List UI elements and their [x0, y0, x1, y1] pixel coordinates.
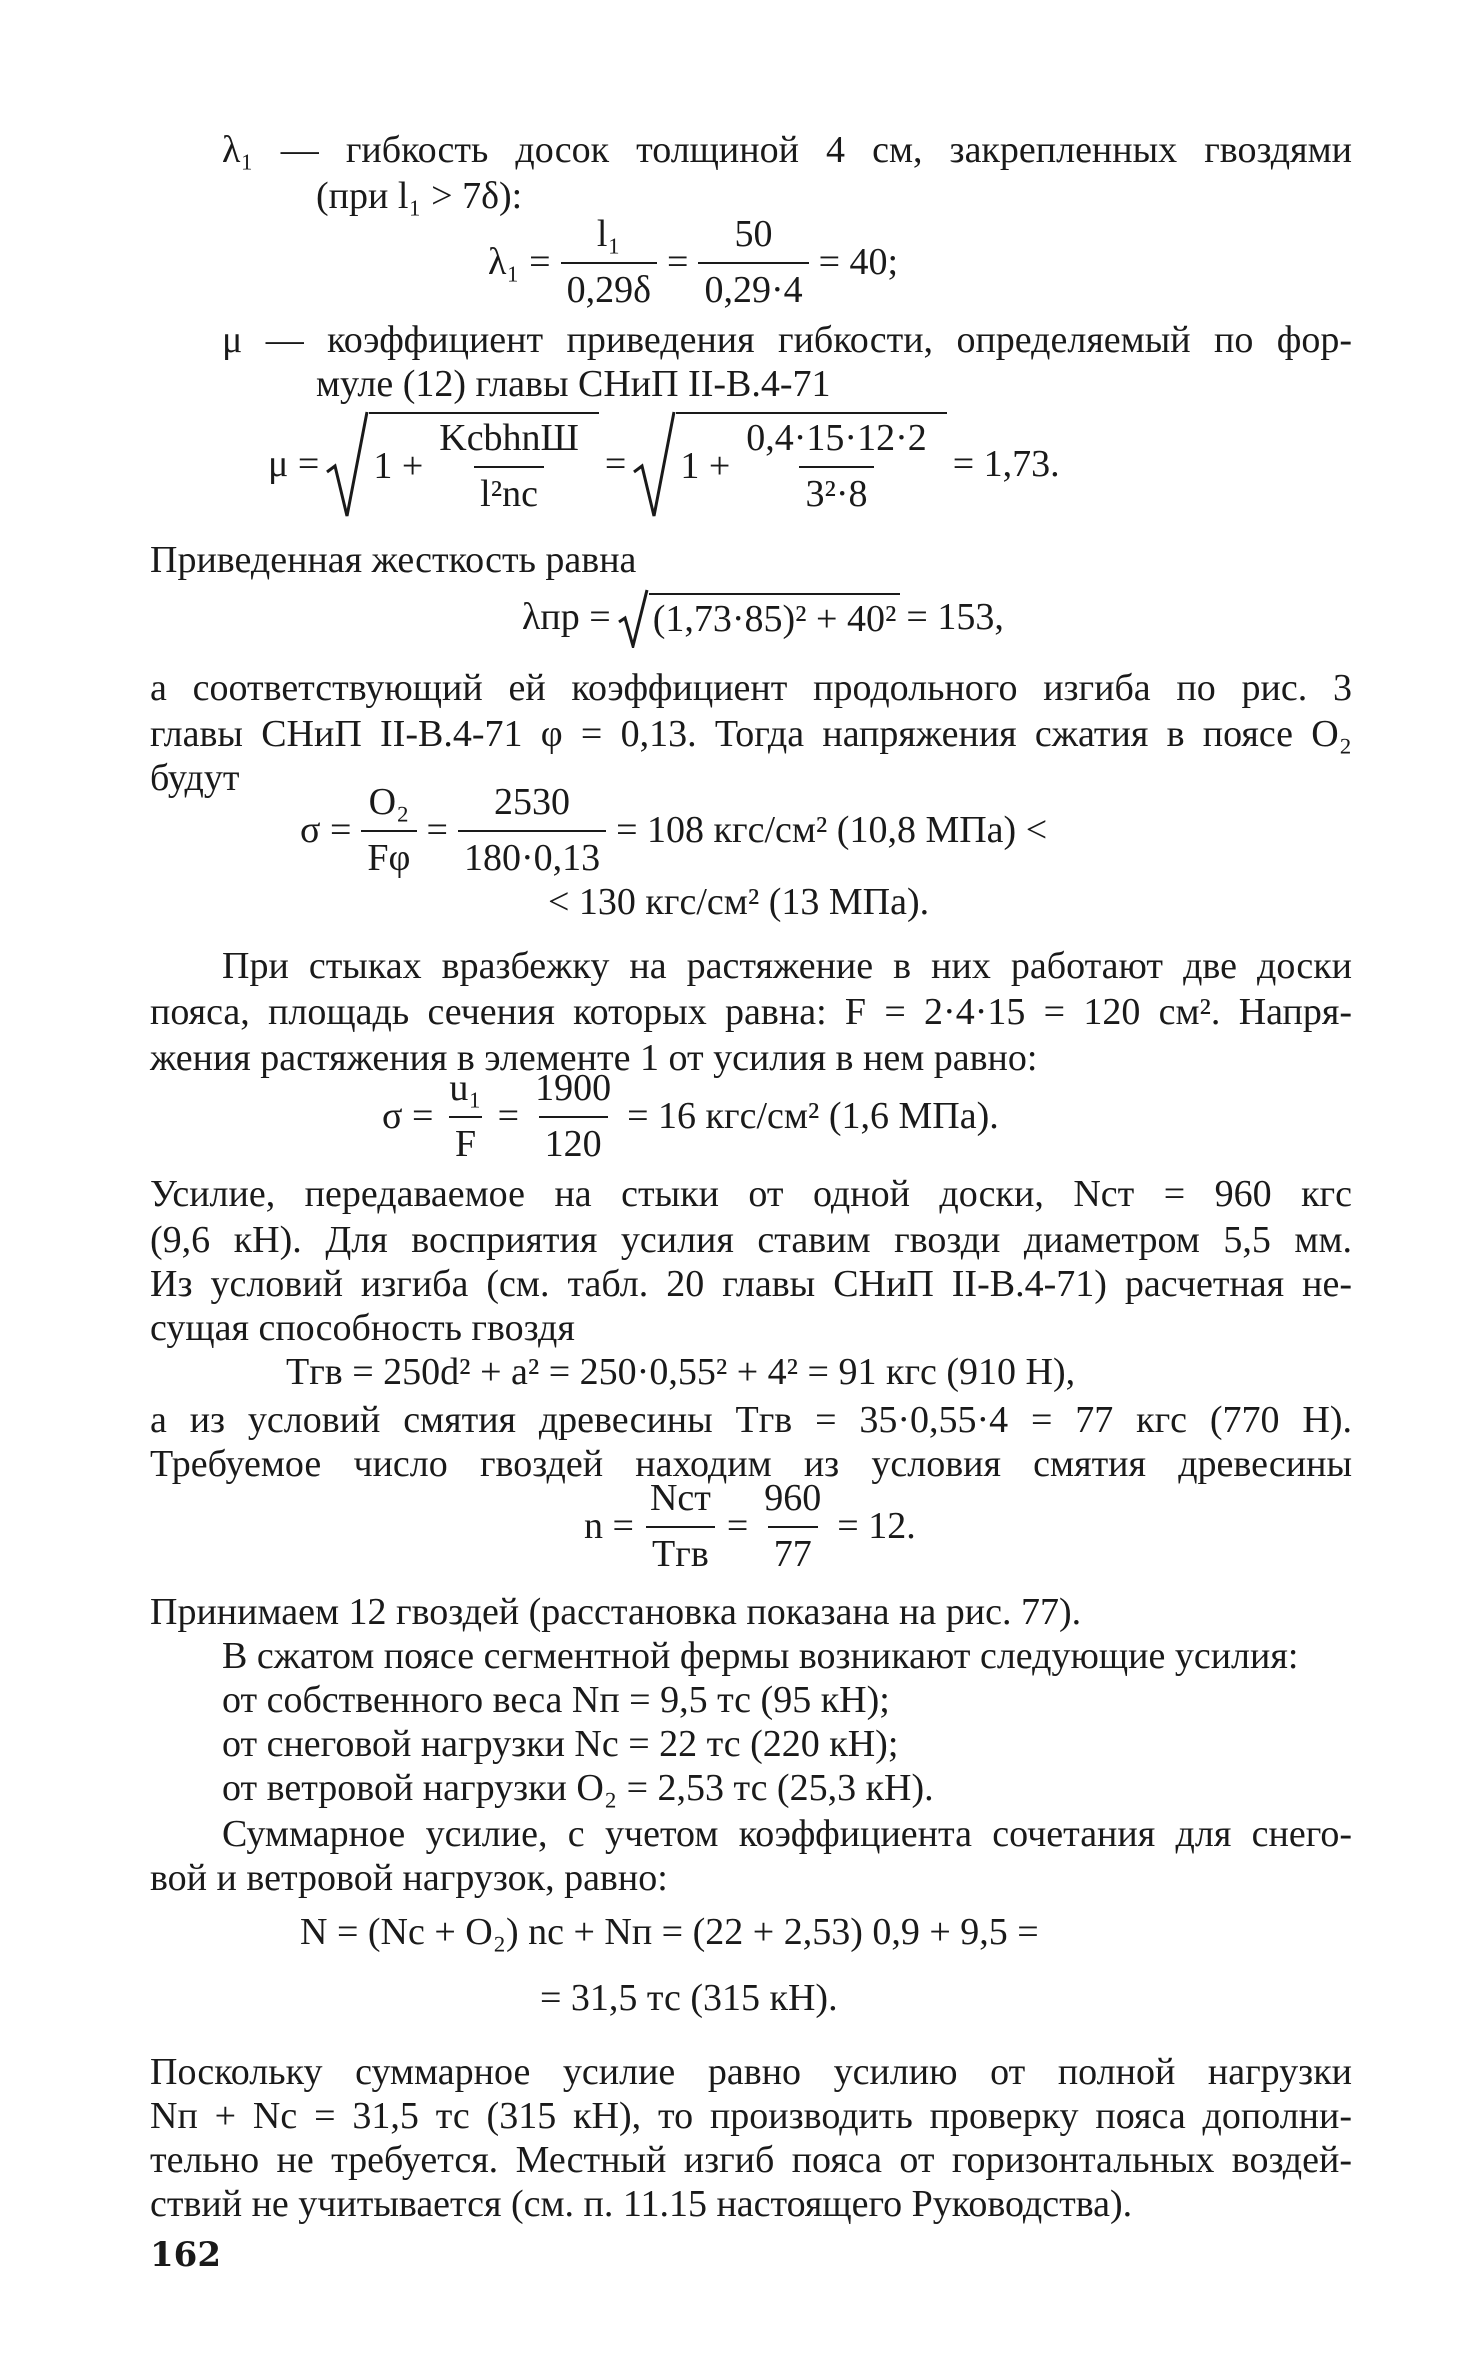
paragraph-segment-line4: от ветровой нагрузки O₂ = 2,53 тс (25,3 кН). — [222, 1767, 934, 1809]
radical: (1,73·85)² + 40² — [617, 588, 901, 648]
fraction: $\frac{2530}{180\cdot 0,13}$ — [458, 780, 606, 881]
paragraph-coef-line2: главы СНиП II-В.4-71 φ = 0,13. Тогда напряжения сжатия в поясе O₂ — [150, 713, 1352, 755]
mu-definition-line1: μ — коэффициент приведения гибкости, определяемый по фор- — [222, 319, 1352, 361]
paragraph-segment-line3: от снеговой нагрузки Nс = 22 тс (220 кН); — [222, 1723, 899, 1765]
paragraph-joints-line1: При стыках вразбежку на растяжение в них работают две доски — [222, 945, 1352, 987]
paragraph-final-line3: тельно не требуется. Местный изгиб пояса от горизонтальных воздей- — [150, 2139, 1352, 2181]
eq-lhs: λпр = — [522, 596, 611, 639]
paragraph-final-line4: ствий не учитывается (см. п. 11.15 настоящего Руководства). — [150, 2183, 1133, 2225]
fraction: $\frac{960}{77}$ — [758, 1476, 827, 1577]
eq-lhs: λ₁ = — [488, 240, 551, 283]
paragraph-crush-line1: а из условий смятия древесины Tгв = 35·0,55·4 = 77 кгс (770 Н). — [150, 1399, 1352, 1441]
radical: 1 + $\frac{0,4\cdot 15\cdot 12\cdot 2}{\text{3²·8}}$ — [632, 410, 946, 520]
equation-sigma-compression-line2: < 130 кгс/см² (13 МПа). — [548, 881, 930, 923]
lambda1-definition-line2: (при l₁ > 7δ): — [316, 175, 523, 217]
paragraph-force-line3: Из условий изгиба (см. табл. 20 главы СНиП II-В.4-71) расчетная не- — [150, 1263, 1352, 1305]
equation-sigma-compression: σ = $\frac{\text{O₂}}{F\varphi}$ = $\frac{2530}{180\cdot 0,13}$ = 108 кгс/см² (10,8 МПа) < — [300, 780, 1047, 881]
paragraph-coef-line1: а соответствующий ей коэффициент продольного изгиба по рис. 3 — [150, 667, 1352, 709]
eq-rhs: = 40; — [818, 240, 899, 283]
eq-rhs: = 153, — [906, 596, 1004, 639]
fraction: $\frac{50}{0,29\cdot 4}$ — [698, 212, 808, 313]
mu-definition-line2: муле (12) главы СНиП II-В.4-71 — [316, 363, 831, 405]
fraction: $\frac{\text{O₂}}{F\varphi}$ — [361, 780, 416, 881]
paragraph-reduced-stiffness: Приведенная жесткость равна — [150, 539, 637, 581]
radical-sign-icon — [325, 410, 369, 520]
radical-sign-icon — [617, 588, 649, 648]
paragraph-segment-line1: В сжатом поясе сегментной фермы возникают следующие усилия: — [222, 1635, 1299, 1677]
page-number: 162 — [150, 2235, 221, 2275]
equation-sigma-tension: σ = $\frac{\text{u₁}}{F}$ = $\frac{1900}{120}$ = 16 кгс/см² (1,6 МПа). — [382, 1066, 999, 1167]
lambda1-definition-line1: λ₁ — гибкость досок толщиной 4 см, закрепленных гвоздями — [222, 129, 1352, 171]
paragraph-segment-line2: от собственного веса Nп = 9,5 тс (95 кН); — [222, 1679, 890, 1721]
fraction: $\frac{\text{l₁}}{0,29\delta}$ — [561, 212, 657, 313]
fraction: $\frac{1900}{120}$ — [529, 1066, 617, 1167]
fraction: $\frac{\text{Nст}}{\text{Tгв}}$ — [644, 1476, 717, 1577]
eq-rhs: = 16 кгс/см² (1,6 МПа). — [627, 1094, 999, 1137]
paragraph-final-line2: Nп + Nс = 31,5 тс (315 кН), то производить проверку пояса дополни- — [150, 2095, 1352, 2137]
eq-rhs: = 12. — [837, 1504, 916, 1547]
paragraph-crush-line2: Требуемое число гвоздей находим из условия смятия древесины — [150, 1443, 1352, 1485]
eq-lhs: σ = — [300, 808, 352, 851]
paragraph-force-line1: Усилие, передаваемое на стыки от одной доски, Nст = 960 кгс — [150, 1173, 1352, 1215]
paragraph-joints-line2: пояса, площадь сечения которых равна: F = 2·4·15 = 120 см². Напря- — [150, 991, 1352, 1033]
eq-rhs: = 108 кгс/см² (10,8 МПа) < — [616, 808, 1048, 851]
equation-lambda-pr — [522, 588, 1004, 648]
paragraph-final-line1: Поскольку суммарное усилие равно усилию от полной нагрузки — [150, 2051, 1352, 2093]
eq-rhs: = 1,73. — [952, 443, 1060, 486]
eq-lhs: n = — [584, 1504, 634, 1547]
eq-lhs: μ = — [268, 443, 320, 486]
equation-nail-count: n = $\frac{\text{Nст}}{\text{Tгв}}$ = $\frac{960}{77}$ = 12. — [584, 1476, 916, 1577]
radical-sign-icon — [632, 410, 676, 520]
paragraph-coef-line3: будут — [150, 757, 240, 799]
equation-total-force-line1: N = (Nс + O₂) nс + Nп = (22 + 2,53) 0,9 + 9,5 = — [300, 1911, 1039, 1953]
paragraph-accept: Принимаем 12 гвоздей (расстановка показана на рис. 77). — [150, 1591, 1082, 1633]
paragraph-joints-line3: жения растяжения в элементе 1 от усилия в нем равно: — [150, 1037, 1038, 1079]
equation-total-force-line2: = 31,5 тс (315 кН). — [540, 1977, 838, 2019]
equation-lambda1: λ₁ = $\frac{\text{l₁}}{0,29\delta}$ = $\frac{50}{0,29\cdot 4}$ = 40; — [488, 212, 898, 313]
paragraph-force-line2: (9,6 кН). Для восприятия усилия ставим гвозди диаметром 5,5 мм. — [150, 1219, 1352, 1261]
fraction: $\frac{\text{u₁}}{F}$ — [443, 1066, 487, 1167]
paragraph-force-line4: сущая способность гвоздя — [150, 1307, 575, 1349]
radical: 1 + $\frac{\text{KcbhnШ}}{\text{l²nс}}$ — [325, 410, 599, 520]
eq-lhs: σ = — [382, 1094, 434, 1137]
equation-nail-capacity: Tгв = 250d² + a² = 250·0,55² + 4² = 91 кгс (910 Н), — [286, 1351, 1076, 1393]
paragraph-total-line2: вой и ветровой нагрузок, равно: — [150, 1857, 668, 1899]
paragraph-total-line1: Суммарное усилие, с учетом коэффициента сочетания для снего- — [222, 1813, 1352, 1855]
equation-mu: μ = 1 + $\frac{\text{KcbhnШ}}{\text{l²nс}}$ = 1 + $\frac{0,4\cdot 15\cdot 12\cdot 2}{\text{3²·8}}$ = 1,73. — [268, 410, 1060, 520]
